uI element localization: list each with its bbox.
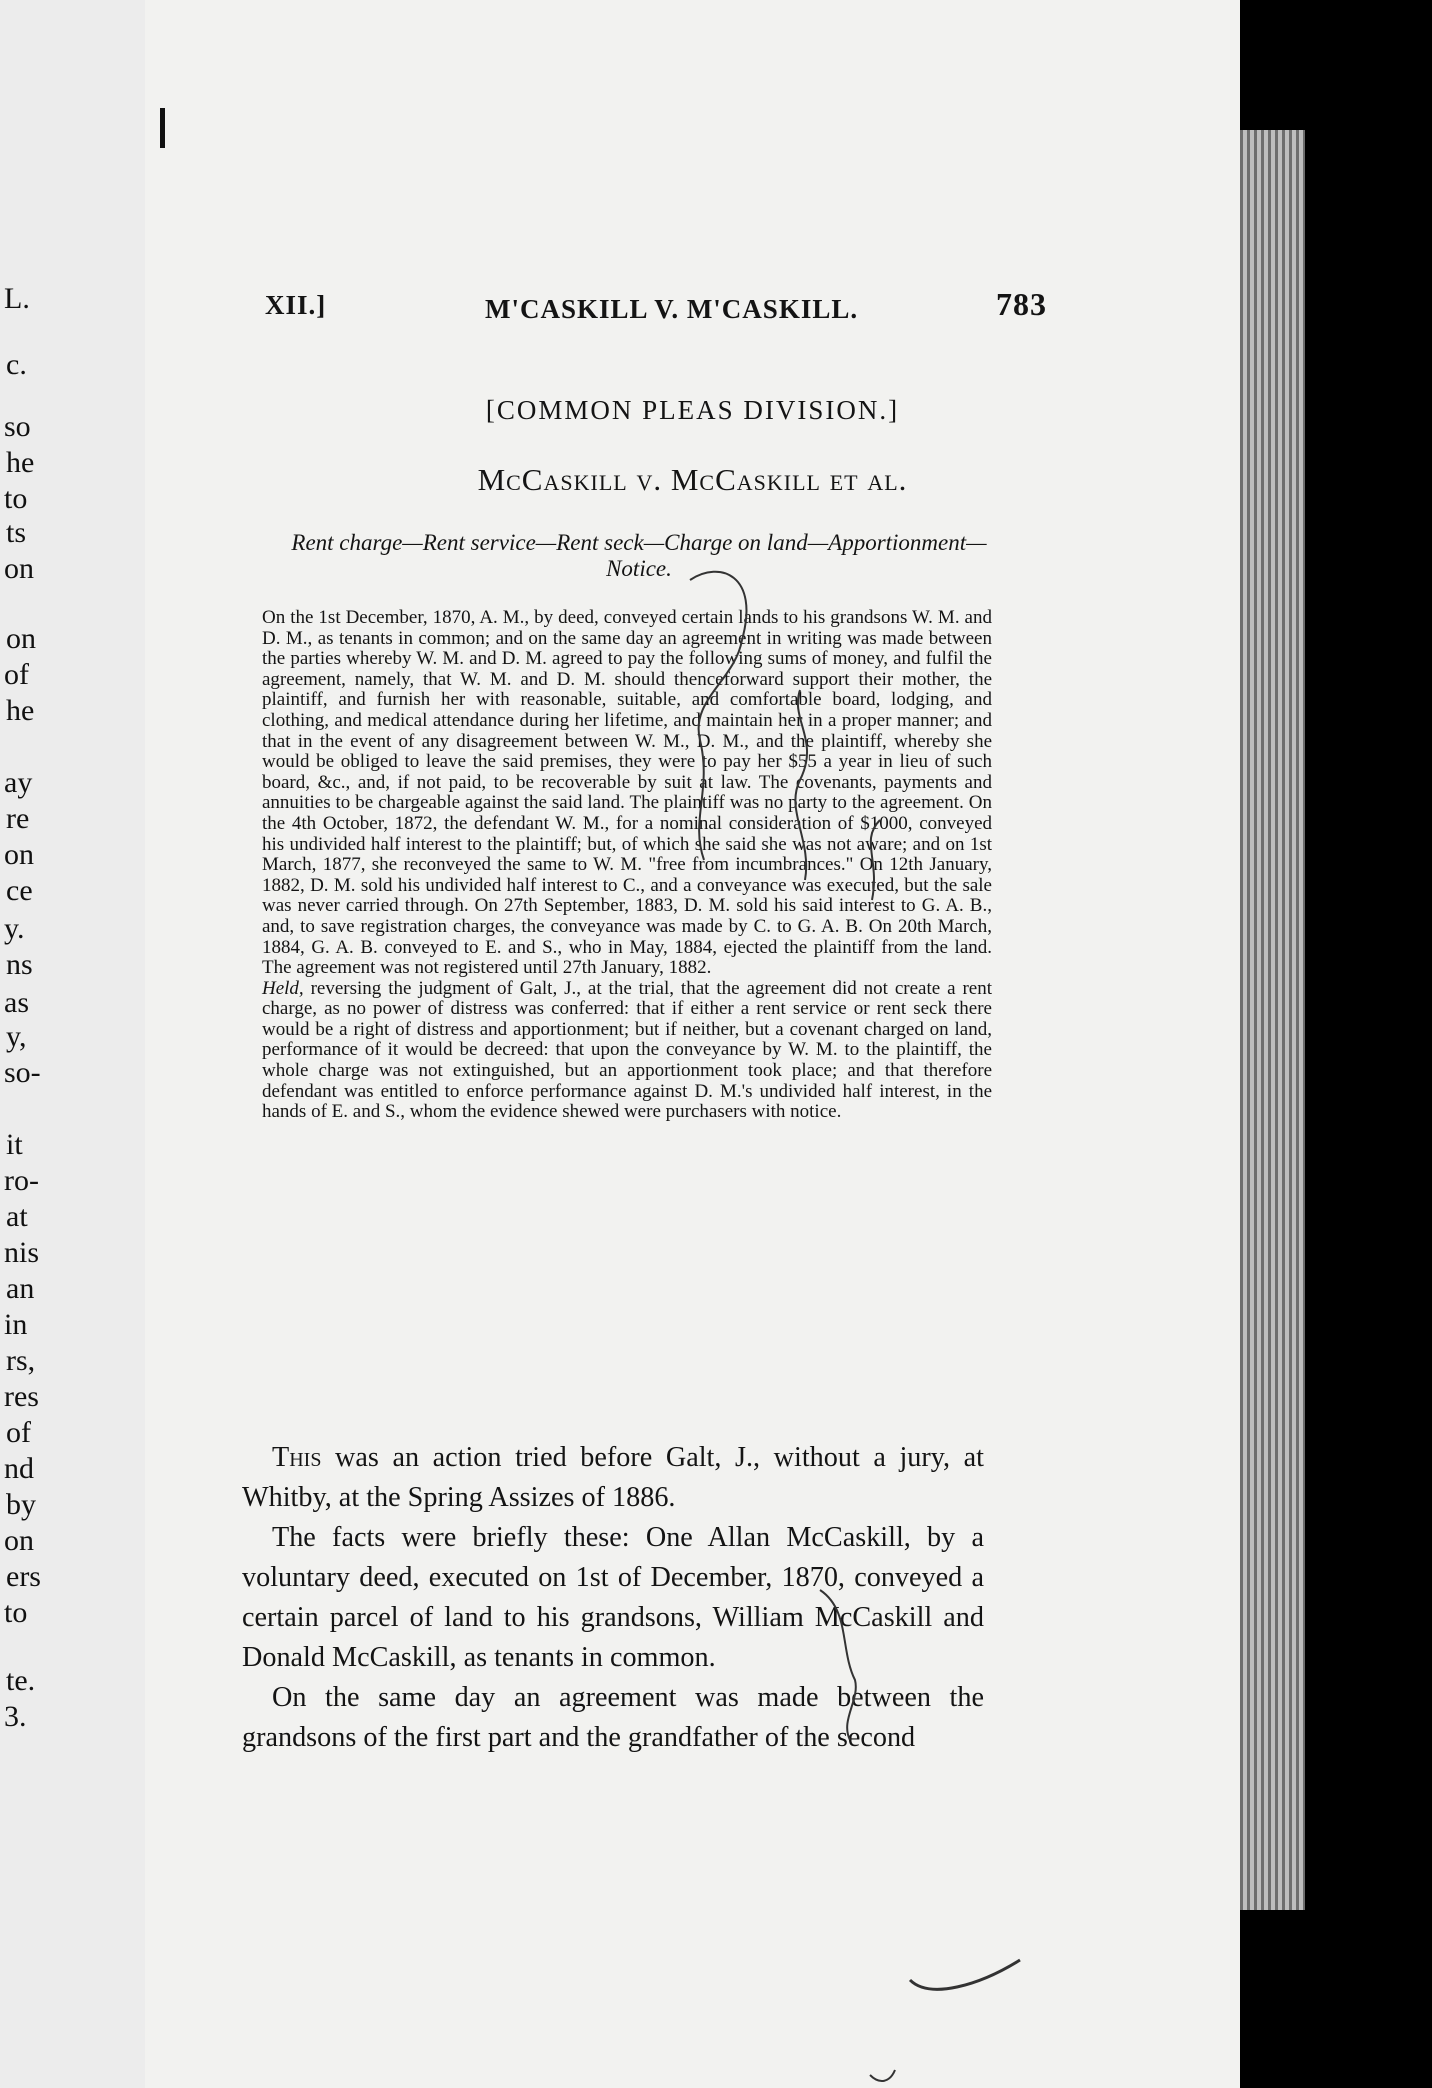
headnote-held [262,979,992,1123]
facing-page-fragment: on [4,1524,34,1557]
facing-page-fragment: so [4,410,31,443]
facing-page-fragment: he [6,694,35,727]
facing-page-fragment: ro- [4,1164,39,1197]
page-number: 783 [996,286,1047,322]
facing-page-strip [0,0,145,2088]
facing-page-fragment: in [4,1308,28,1341]
facing-page-fragment: nis [4,1236,40,1269]
facing-page-fragment: res [4,1380,39,1413]
facing-page-fragment: ce [6,874,33,907]
running-title: M'CASKILL V. M'CASKILL. [485,294,859,324]
facing-page-fragment: L. [4,282,30,315]
facing-page-fragment: ns [6,948,33,981]
held-text: reversing the judgment of Galt, J., at the trial, that the agreement did not create a rent charge, as no power of distress was conferred: that if either a rent service or rent seck there would be a right of distress and apportionment; but if neither, but a covenant charged on land, performance of it would be decreed: that upon the conveyance by W. M. to the plaintiff, the whole charge was not extinguished, but an apportionment took place; and that therefore defendant was entitled to enforce performance against D. M.'s undivided half interest, in the hands of E. and S., whom the evidence shewed were purchasers with notice. [262,977,992,1123]
body-lead-word: This [272,1442,322,1473]
facing-page-fragment: on [4,838,34,871]
facing-page-fragment: y. [4,912,25,945]
facing-page-fragment: on [4,552,34,585]
facing-page-fragment: an [6,1272,35,1305]
body-paragraph-3: On the same day an agreement was made between the grandsons of the first part and the grandfather of the second [242,1682,984,1753]
page-edges [1240,130,1305,1910]
body-paragraph-1-text: was an action tried before Galt, J., without a jury, at Whitby, at the Spring Assizes of 1886. [242,1442,984,1513]
held-lead: Held, [262,977,304,999]
facing-page-fragment: at [6,1200,28,1233]
facing-page-fragment: on [6,622,36,655]
facing-page-fragment: te. [6,1664,36,1697]
facing-page-fragment: ers [6,1560,41,1593]
facing-page-fragment: by [6,1488,36,1521]
body-paragraph-2: The facts were briefly these: One Allan McCaskill, by a voluntary deed, executed on 1st of December, 1870, conveyed a certain parcel of land to his grandsons, William McCaskill and Donald McCaskill, as tenants in common. [242,1522,984,1673]
facing-page-fragment: ay [4,766,33,799]
facing-page-fragment: rs, [6,1344,36,1377]
headnote-facts: On the 1st December, 1870, A. M., by deed, conveyed certain lands to his grandsons W. M. and D. M., as tenants in common; and on the same day an agreement in writing was made between the parties whereby W. M. and D. M. agreed to pay the following sums of money, and fulfil the agreement, namely, that W. M. and D. M. should thenceforward support their mother, the plaintiff, and furnish her with reasonable, suitable, and comfortable board, lodging, and clothing, and medical attendance during her lifetime, and maintain her in a proper manner; and that in the event of any disagreement between W. M., D. M., and the plaintiff, whereby she would be obliged to leave the said premises, they were to pay her $55 a year in lieu of such board, &c., and, if not paid, to be recoverable by suit at law. The covenants, payments and annuities to be chargeable against the said land. The plaintiff was no party to the agreement. On the 4th October, 1872, the defendant W. M., for a nominal consideration of $1000, conveyed his undivided half interest to the plaintiff; but, of which she said she was not aware; and on 1st March, 1877, she reconveyed the same to W. M. "free from incumbrances." On 12th January, 1882, D. M. sold his undivided half interest to C., and a conveyance was executed, but the sale was never carried through. On 27th September, 1883, D. M. sold his said interest to G. A. B., and, to save registration charges, the conveyance was made by C. to G. A. B. On 20th March, 1884, G. A. B. conveyed to E. and S., who in May, 1884, ejected the plaintiff from the land. The agreement was not registered until 27th January, 1882. [262,607,992,979]
section-number: XII.] [265,290,327,320]
facing-page-fragment: re [6,802,30,835]
facing-page-fragment: y, [6,1020,27,1053]
facing-page-fragment: of [6,1416,31,1449]
facing-page-fragment: nd [4,1452,34,1485]
catchwords: Rent charge—Rent service—Rent seck—Charge on land—Apportionment—Notice. [291,530,987,581]
scan-mark [160,108,165,148]
report-body [242,1438,984,1758]
scan-border [1305,0,1432,2088]
court-division: [COMMON PLEAS DIVISION.] [485,395,900,425]
facing-page-fragment: of [4,658,29,691]
facing-page-fragment: to [4,1596,28,1629]
facing-page-fragment: he [6,446,35,479]
facing-page-fragment: so- [4,1056,41,1089]
running-head [265,286,1047,332]
headnote [262,608,992,1123]
facing-page-fragment: ts [6,516,27,549]
body-paragraph-1 [242,1438,984,1518]
facing-page-fragment: c. [6,348,27,381]
facing-page-fragment: 3. [4,1700,27,1733]
facing-page-fragment: to [4,482,28,515]
facing-page-fragment: it [6,1128,23,1161]
case-title: McCaskill v. McCaskill et al. [477,462,908,497]
facing-page-fragment: as [4,986,29,1019]
